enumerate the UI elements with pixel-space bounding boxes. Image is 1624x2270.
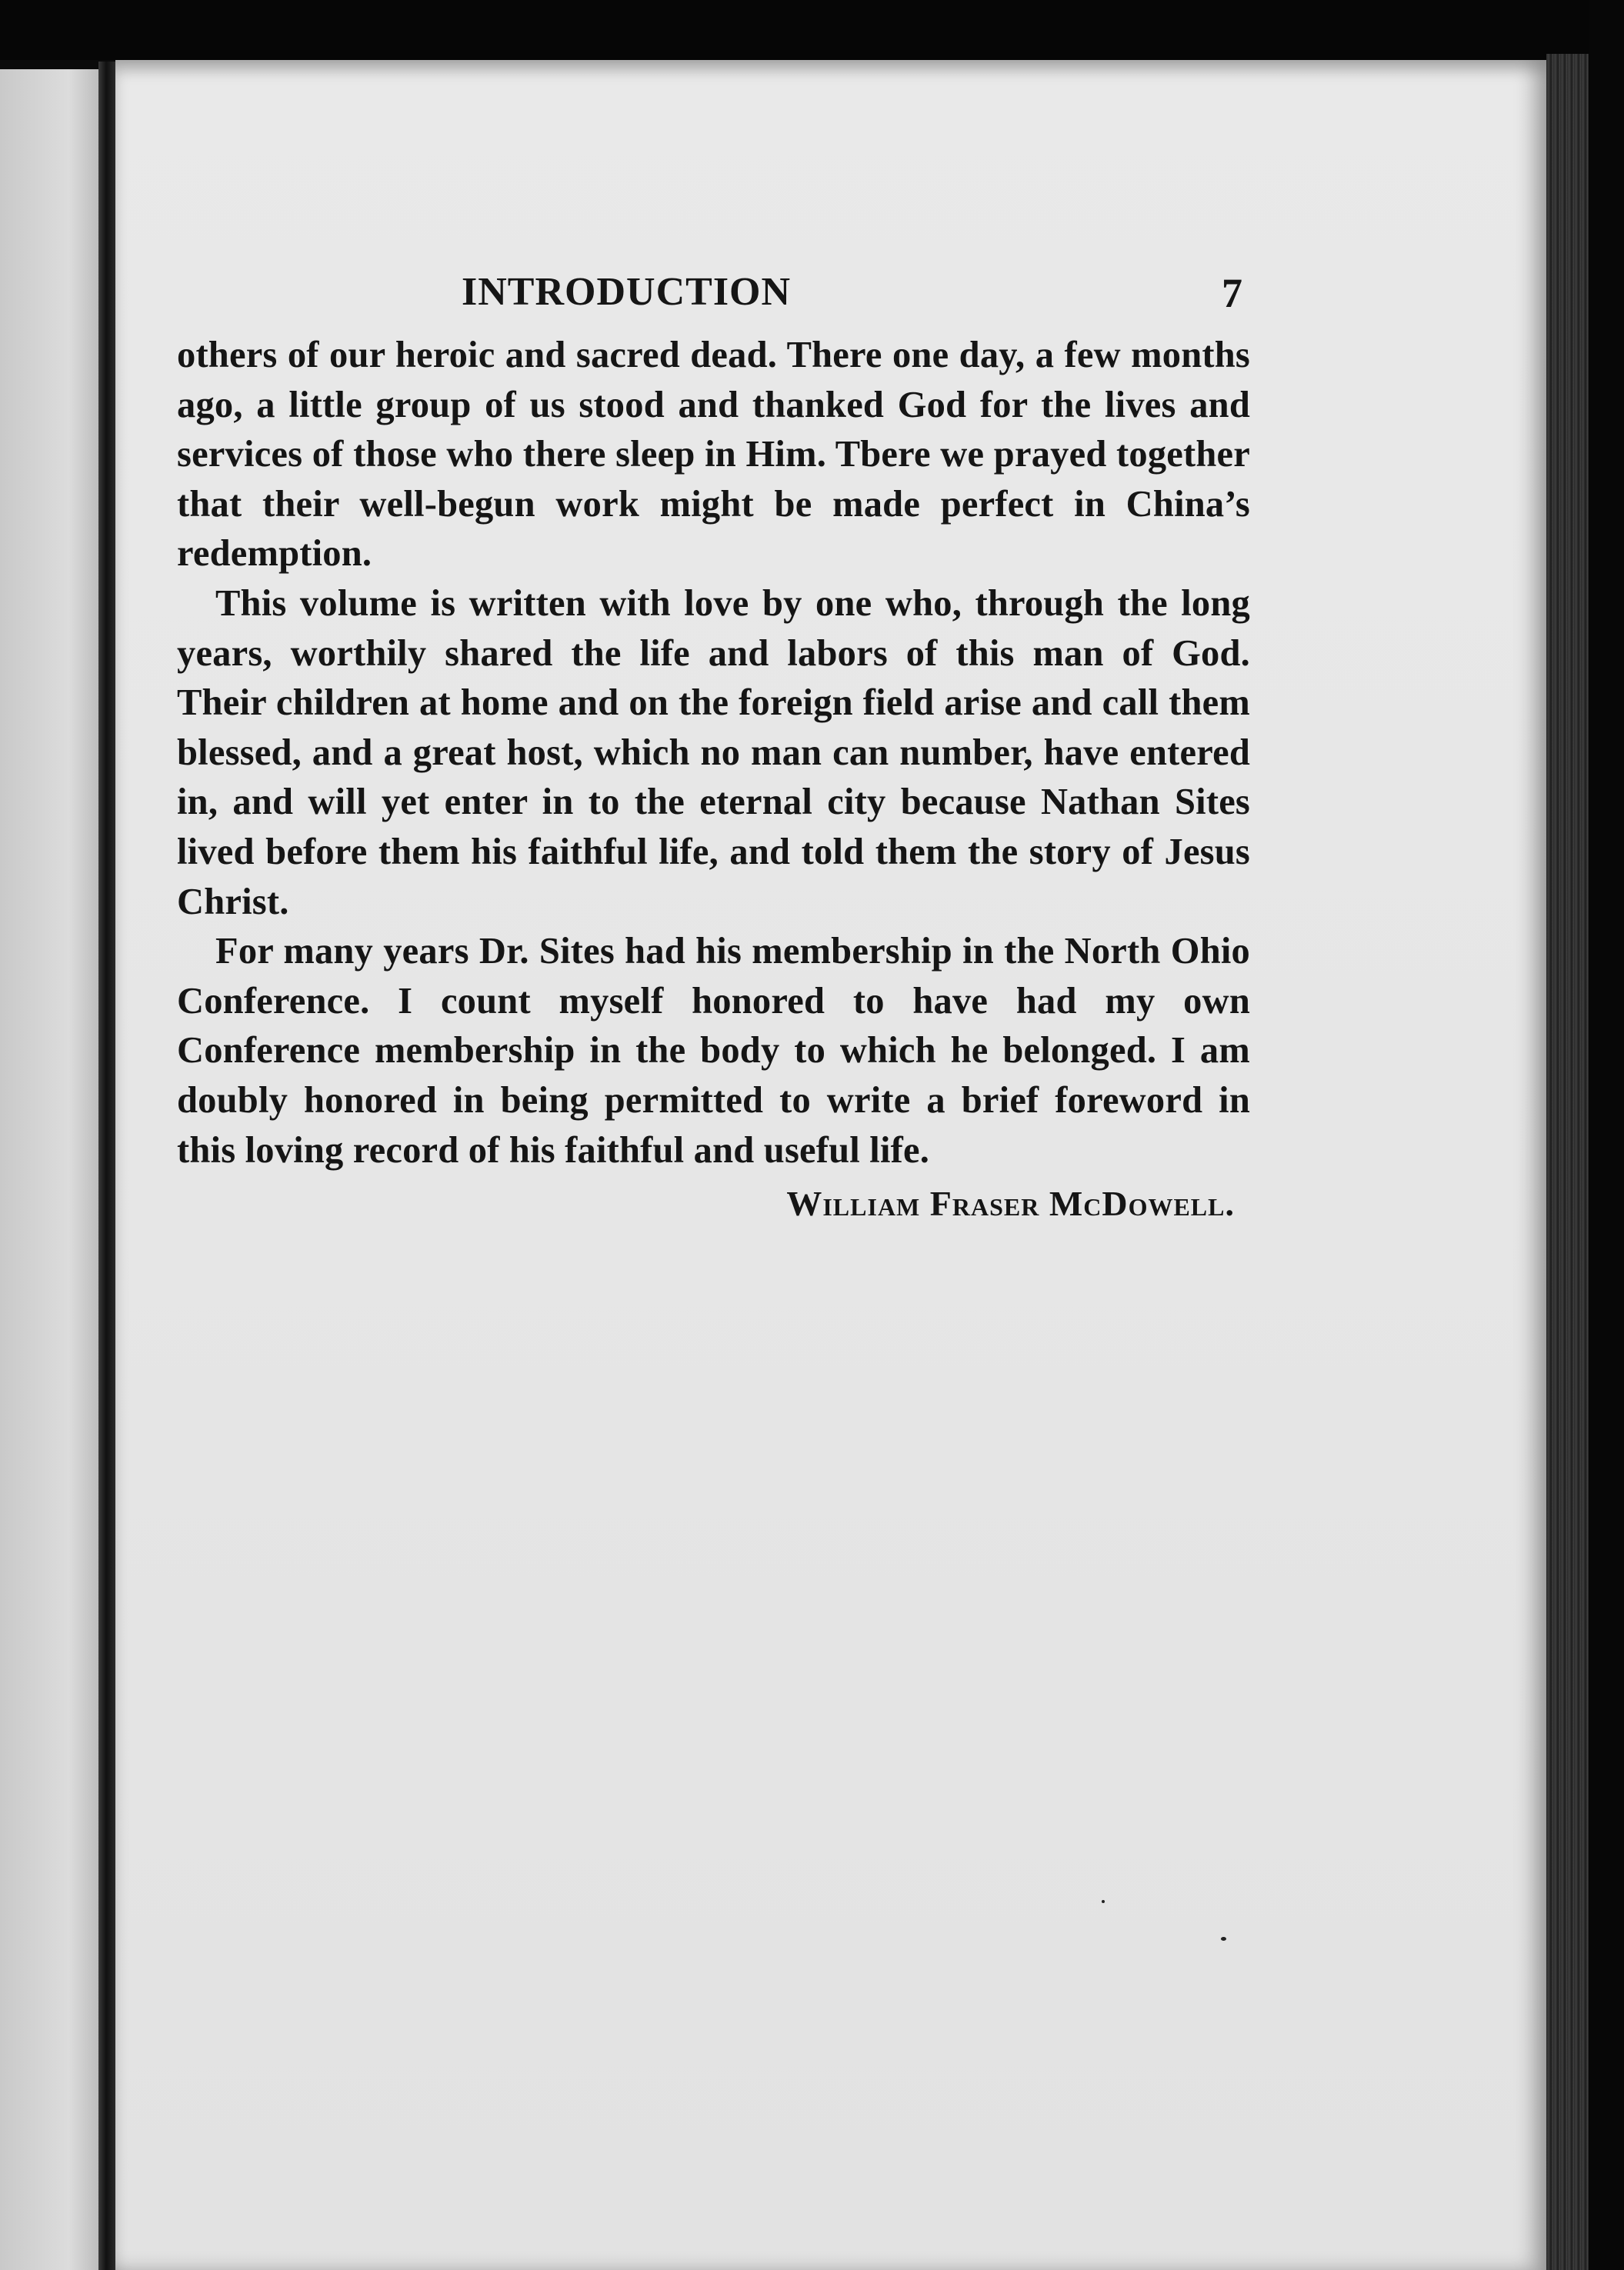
author-signature: William Fraser McDowell. — [786, 1184, 1235, 1224]
paragraph-2: This volume is written with love by one who, through the long years, worthily shared the life and labors of this man of God. Their children at home and on the foreign field arise and call them blessed, and a great host, which no man can number, have entered in, and will yet enter in to the eternal city because Nathan Sites lived before them his faithful life, and told them the story of Jesus Christ. — [177, 582, 1250, 922]
running-head — [177, 269, 1250, 331]
facing-page-edge — [0, 69, 98, 2270]
page-number: 7 — [1222, 270, 1242, 316]
scan-top-border — [0, 0, 1624, 60]
scan-speck — [1102, 1900, 1105, 1903]
paragraph-1: others of our heroic and sacred dead. There one day, a few months ago, a little group of us stood and thanked God for the lives and services of those who there sleep in Him. Tbere we prayed together that their well-begun work might be made perfect in China’s redemption. — [177, 335, 1250, 575]
scan-speck — [1221, 1937, 1226, 1941]
paragraph-3: For many years Dr. Sites had his membership in the North Ohio Conference. I count myself honored to have had my own Conference membership in the body to which he belonged. I am doubly honored in being permitted to write a brief foreword in this loving record of his faithful and useful life. — [177, 931, 1250, 1171]
page-text-block — [177, 269, 1250, 1224]
scan-right-border — [1589, 0, 1624, 2270]
running-head-title: INTRODUCTION — [462, 270, 792, 314]
page-block-edge — [1546, 54, 1589, 2270]
book-gutter — [98, 62, 115, 2270]
